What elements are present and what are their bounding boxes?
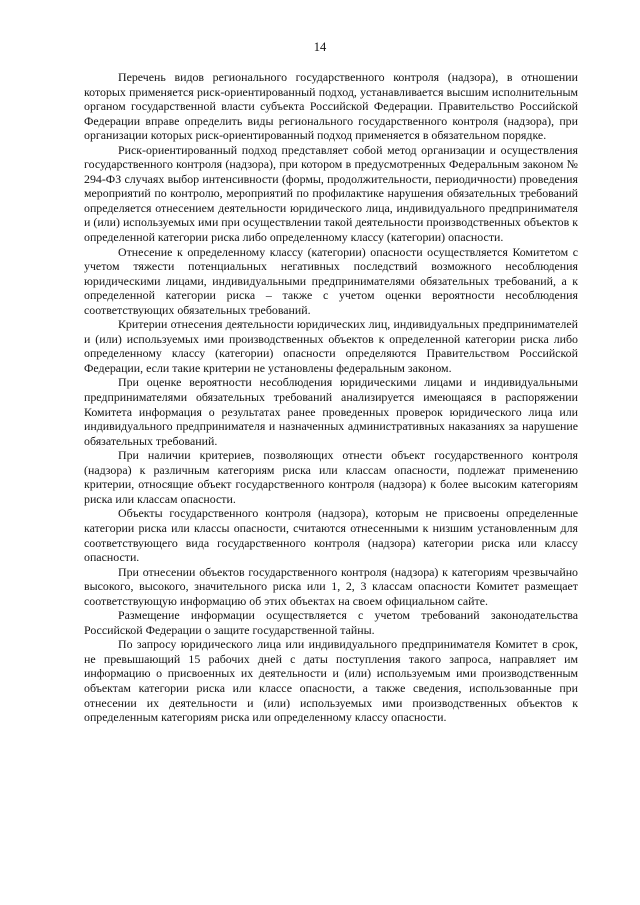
paragraph: Размещение информации осуществляется с учетом требований законодательства Российской Федерации о защите государственной тайны. bbox=[84, 608, 578, 637]
paragraph: При оценке вероятности несоблюдения юридическими лицами и индивидуальными предпринимателями обязательных требований анализируется имеющаяся в распоряжении Комитета информация о результатах ранее проведенных проверок юридического лица или индивидуального предпринимателя и назначенных административных наказаниях за нарушение обязательных требований. bbox=[84, 375, 578, 448]
paragraph: Объекты государственного контроля (надзора), которым не присвоены определенные категории риска или классы опасности, считаются отнесенными к низшим установленным для соответствующего вида государственного контроля (надзора) категории риска или классу опасности. bbox=[84, 506, 578, 565]
paragraph: Отнесение к определенному классу (категории) опасности осуществляется Комитетом с учетом тяжести потенциальных негативных последствий возможного несоблюдения юридическими лицами, индивидуальными предпринимателями обязательных требований, а к определенной категории риска – также с учетом оценки вероятности несоблюдения соответствующих обязательных требований. bbox=[84, 244, 578, 317]
paragraph: Критерии отнесения деятельности юридических лиц, индивидуальных предпринимателей и (или) используемых ими производственных объектов к определенной категории риска либо определенному классу (категории) опасности определяются Правительством Российской Федерации, если такие критерии не установлены федеральным законом. bbox=[84, 317, 578, 375]
paragraph: При наличии критериев, позволяющих отнести объект государственного контроля (надзора) к различным категориям риска или классам опасности, подлежат применению критерии, относящие объект государственного контроля (надзора) к более высоким категориям риска или классам опасности. bbox=[84, 448, 578, 506]
paragraph: Перечень видов регионального государственного контроля (надзора), в отношении которых применяется риск-ориентированный подход, устанавливается высшим исполнительным органом государственной власти субъекта Российской Федерации. Правительство Российской Федерации вправе определить виды регионального государственного контроля (надзора), при организации которых риск-ориентированный подход применяется в обязательном порядке. bbox=[84, 70, 578, 143]
paragraph: По запросу юридического лица или индивидуального предпринимателя Комитет в срок, не превышающий 15 рабочих дней с даты поступления такого запроса, направляет им информацию о присвоенных их деятельности и (или) используемым ими производственным объектам категории риска или классе опасности, а также сведения, использованные при отнесении их деятельности и (или) используемых ими производственных объектов к определенным категориям риска или определенному классу опасности. bbox=[84, 637, 578, 725]
document-body bbox=[84, 70, 578, 725]
page-number: 14 bbox=[313, 40, 327, 54]
paragraph: Риск-ориентированный подход представляет собой метод организации и осуществления государственного контроля (надзора), при котором в предусмотренных Федеральным законом № 294-ФЗ случаях выбор интенсивности (формы, продолжительности, периодичности) проведения мероприятий по контролю, мероприятий по профилактике нарушения обязательных требований определяется отнесением деятельности юридического лица, индивидуального предпринимателя и (или) используемых ими при осуществлении такой деятельности производственных объектов к определенной категории риска либо определенному классу (категории) опасности. bbox=[84, 142, 578, 245]
paragraph: При отнесении объектов государственного контроля (надзора) к категориям чрезвычайно высокого, высокого, значительного риска или 1, 2, 3 классам опасности Комитет размещает соответствующую информацию об этих объектах на своем официальном сайте. bbox=[84, 564, 578, 608]
